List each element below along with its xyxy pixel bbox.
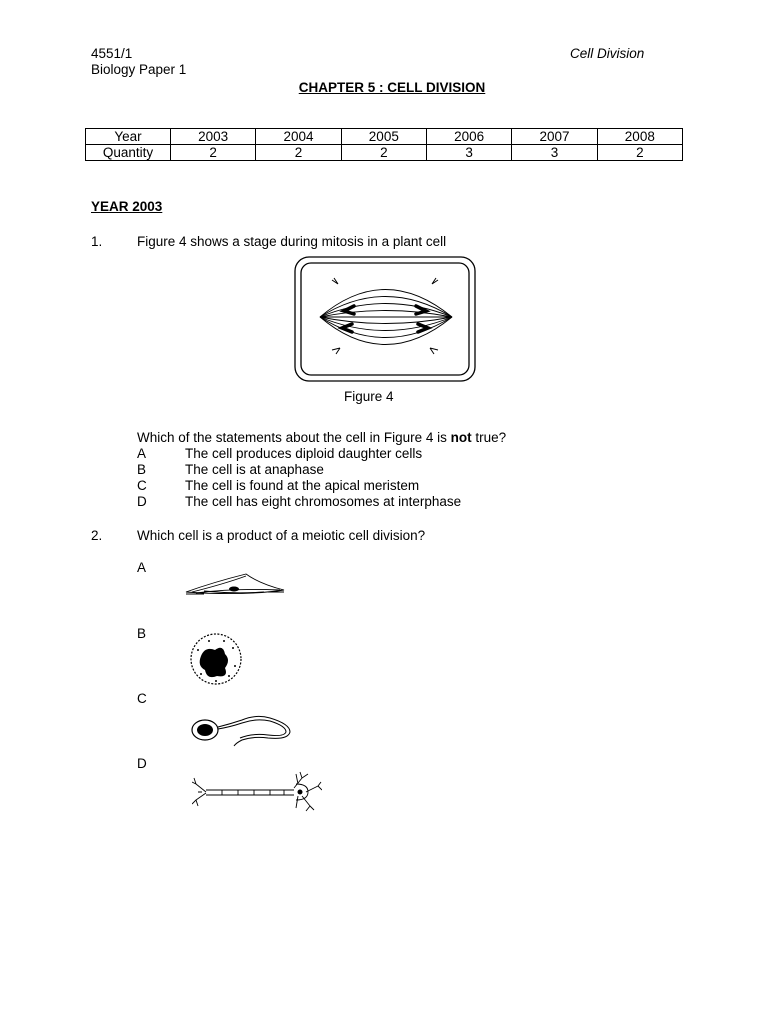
option-text: The cell is found at the apical meristem: [185, 478, 420, 493]
paper-name: Biology Paper 1: [91, 62, 187, 77]
prompt-text: true?: [471, 430, 507, 445]
table-cell: 3: [512, 145, 597, 161]
table-cell: 2008: [597, 129, 682, 145]
option-letter: D: [137, 756, 147, 771]
question-number: 1.: [91, 234, 103, 249]
white-blood-cell-image: [189, 632, 243, 686]
option-text: The cell produces diploid daughter cells: [185, 446, 423, 461]
table-cell: 2003: [171, 129, 256, 145]
nerve-cell-image: [192, 770, 322, 812]
option-letter: B: [137, 626, 147, 641]
paper-header: [91, 46, 186, 78]
prompt-emphasis: not: [450, 430, 472, 445]
topic-label: Cell Division: [570, 46, 645, 61]
sperm-cell-image: [190, 710, 294, 750]
table-cell: Year: [86, 129, 171, 145]
table-cell: 2007: [512, 129, 597, 145]
option-letter: B: [137, 462, 147, 477]
table-row: [86, 145, 683, 161]
option-letter: A: [137, 560, 147, 575]
question-prompt: [137, 430, 506, 445]
table-cell: 2: [171, 145, 256, 161]
paper-code: 4551/1: [91, 46, 133, 61]
question-stem: Which cell is a product of a meiotic cell division?: [137, 528, 426, 543]
option-letter: C: [137, 478, 147, 493]
prompt-text: Which of the statements about the cell in Figure 4 is: [137, 430, 451, 445]
table-cell: 2004: [256, 129, 341, 145]
figure-caption: Figure 4: [344, 389, 394, 404]
table-cell: 2005: [341, 129, 426, 145]
table-cell: 2006: [426, 129, 511, 145]
option-text: The cell has eight chromosomes at interphase: [185, 494, 462, 509]
question-stem: Figure 4 shows a stage during mitosis in a plant cell: [137, 234, 447, 249]
table-cell: 2: [341, 145, 426, 161]
question-number: 2.: [91, 528, 103, 543]
table-cell: 2: [597, 145, 682, 161]
muscle-cell-image: [184, 572, 286, 606]
option-letter: D: [137, 494, 147, 509]
option-letter: C: [137, 691, 147, 706]
table-cell: 2: [256, 145, 341, 161]
mitosis-cell-figure: [292, 254, 478, 384]
section-heading: YEAR 2003: [91, 199, 163, 214]
table-cell: 3: [426, 145, 511, 161]
table-cell: Quantity: [86, 145, 171, 161]
option-letter: A: [137, 446, 147, 461]
option-text: The cell is at anaphase: [185, 462, 324, 477]
frequency-table: [85, 128, 683, 161]
table-row: [86, 129, 683, 145]
chapter-title: CHAPTER 5 : CELL DIVISION: [298, 80, 486, 95]
